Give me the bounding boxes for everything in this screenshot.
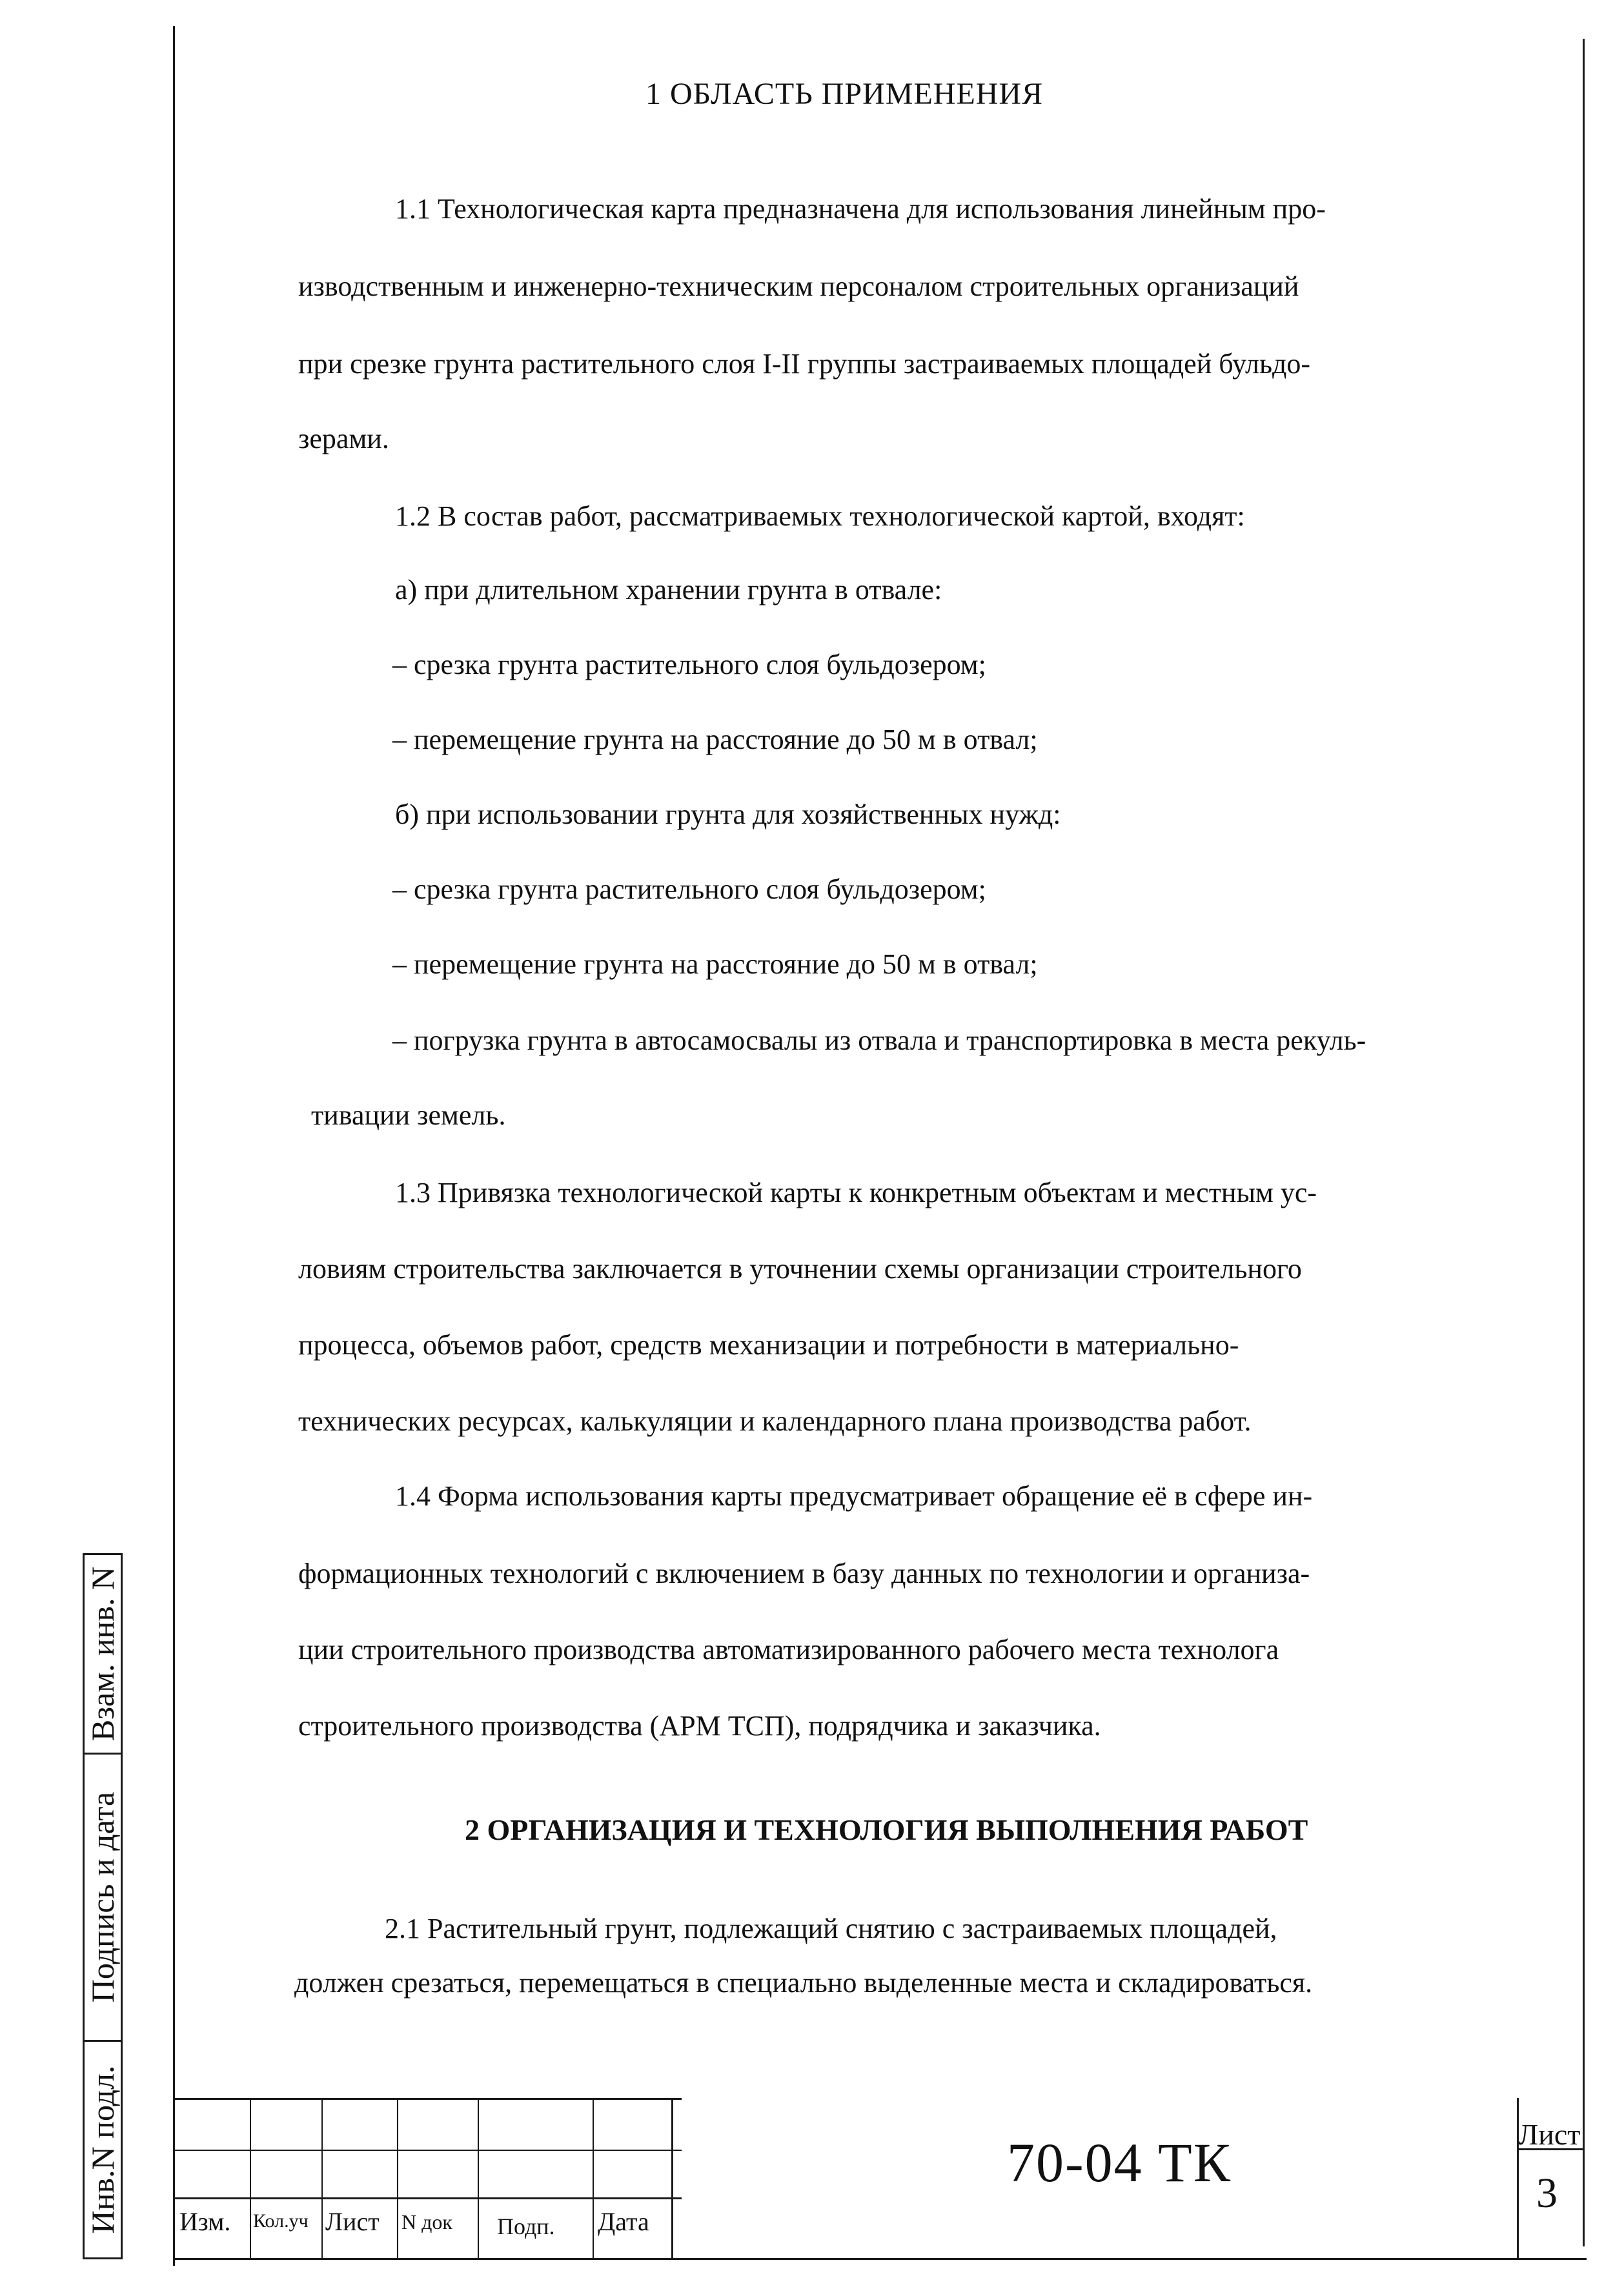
paragraph-line: 1.2 В состав работ, рассматриваемых технологической картой, входят:	[395, 500, 1245, 532]
side-stamp-signature-date	[83, 1753, 123, 2042]
column-label-doc-number: N док	[401, 2210, 452, 2234]
paragraph-line: 1.4 Форма использования карты предусматривает обращение её в сфере ин-	[395, 1480, 1313, 1512]
title-block-col-line	[397, 2098, 398, 2259]
paragraph-line: ловиям строительства заключается в уточнении схемы организации строительного	[298, 1253, 1302, 1285]
title-block-col-line	[671, 2098, 673, 2259]
title-block-col-line	[321, 2098, 323, 2259]
paragraph-line: должен срезаться, перемещаться в специально выделенные места и складироваться.	[294, 1967, 1313, 1999]
paragraph-line: 2.1 Растительный грунт, подлежащий снятию с застраиваемых площадей,	[385, 1913, 1277, 1944]
column-label-change: Изм.	[179, 2207, 231, 2236]
list-item-continuation: тивации земель.	[311, 1099, 506, 1131]
frame-right-line	[1583, 39, 1585, 2246]
sheet-label: Лист	[1518, 2118, 1581, 2151]
side-stamp-inv-original	[83, 2040, 123, 2259]
paragraph-line: изводственным и инженерно-техническим персоналом строительных организаций	[298, 270, 1299, 302]
side-stamp-replaced-inv	[83, 1553, 123, 1755]
list-item: – перемещение грунта на расстояние до 50 м в отвал;	[392, 948, 1038, 980]
paragraph-line: 1.1 Технологическая карта предназначена для использования линейным про-	[395, 193, 1326, 225]
list-item: – срезка грунта растительного слоя бульдозером;	[392, 649, 986, 680]
column-label-count: Кол.уч	[253, 2210, 309, 2232]
list-item: – перемещение грунта на расстояние до 50 м в отвал;	[392, 724, 1038, 755]
title-block-col-line	[250, 2098, 251, 2259]
paragraph-line: процесса, объемов работ, средств механизации и потребности в материально-	[298, 1329, 1239, 1361]
paragraph-line: технических ресурсах, калькуляции и календарного плана производства работ.	[298, 1405, 1252, 1437]
title-block-col-line	[593, 2098, 594, 2259]
replaced-inv-label: Взам. инв. N	[85, 1566, 121, 1742]
paragraph-line: 1.3 Привязка технологической карты к конкретным объектам и местным ус-	[395, 1177, 1317, 1208]
title-block-col-line	[478, 2098, 479, 2259]
section-1-title: 1 ОБЛАСТЬ ПРИМЕНЕНИЯ	[645, 77, 1044, 111]
sheet-number: 3	[1536, 2170, 1558, 2217]
paragraph-line: при срезке грунта растительного слоя I-II группы застраиваемых площадей бульдо-	[298, 348, 1311, 380]
frame-bottom-line	[173, 2258, 1587, 2260]
inv-original-label: Инв.N подл.	[85, 2065, 121, 2234]
column-label-sheet: Лист	[325, 2207, 380, 2236]
paragraph-line: б) при использовании грунта для хозяйственных нужд:	[395, 799, 1061, 830]
section-2-title: 2 ОРГАНИЗАЦИЯ И ТЕХНОЛОГИЯ ВЫПОЛНЕНИЯ РАБОТ	[465, 1813, 1308, 1846]
list-item: – срезка грунта растительного слоя бульдозером;	[392, 873, 986, 905]
paragraph-line: а) при длительном хранении грунта в отвале:	[395, 574, 942, 606]
column-label-date: Дата	[598, 2207, 649, 2236]
paragraph-line: ции строительного производства автоматизированного рабочего места технолога	[298, 1634, 1279, 1665]
paragraph-line: формационных технологий с включением в базу данных по технологии и организа-	[298, 1558, 1310, 1589]
signature-date-label: Подпись и дата	[85, 1791, 121, 2003]
frame-left-line	[173, 26, 175, 2266]
document-number: 70-04 ТК	[1007, 2132, 1232, 2193]
paragraph-line: строительного производства (АРМ ТСП), подрядчика и заказчика.	[298, 1710, 1101, 1742]
paragraph-line: зерами.	[298, 423, 389, 454]
list-item: – погрузка грунта в автосамосвалы из отвала и транспортировка в места рекуль-	[392, 1024, 1366, 1056]
column-label-signature: Подп.	[497, 2214, 555, 2239]
